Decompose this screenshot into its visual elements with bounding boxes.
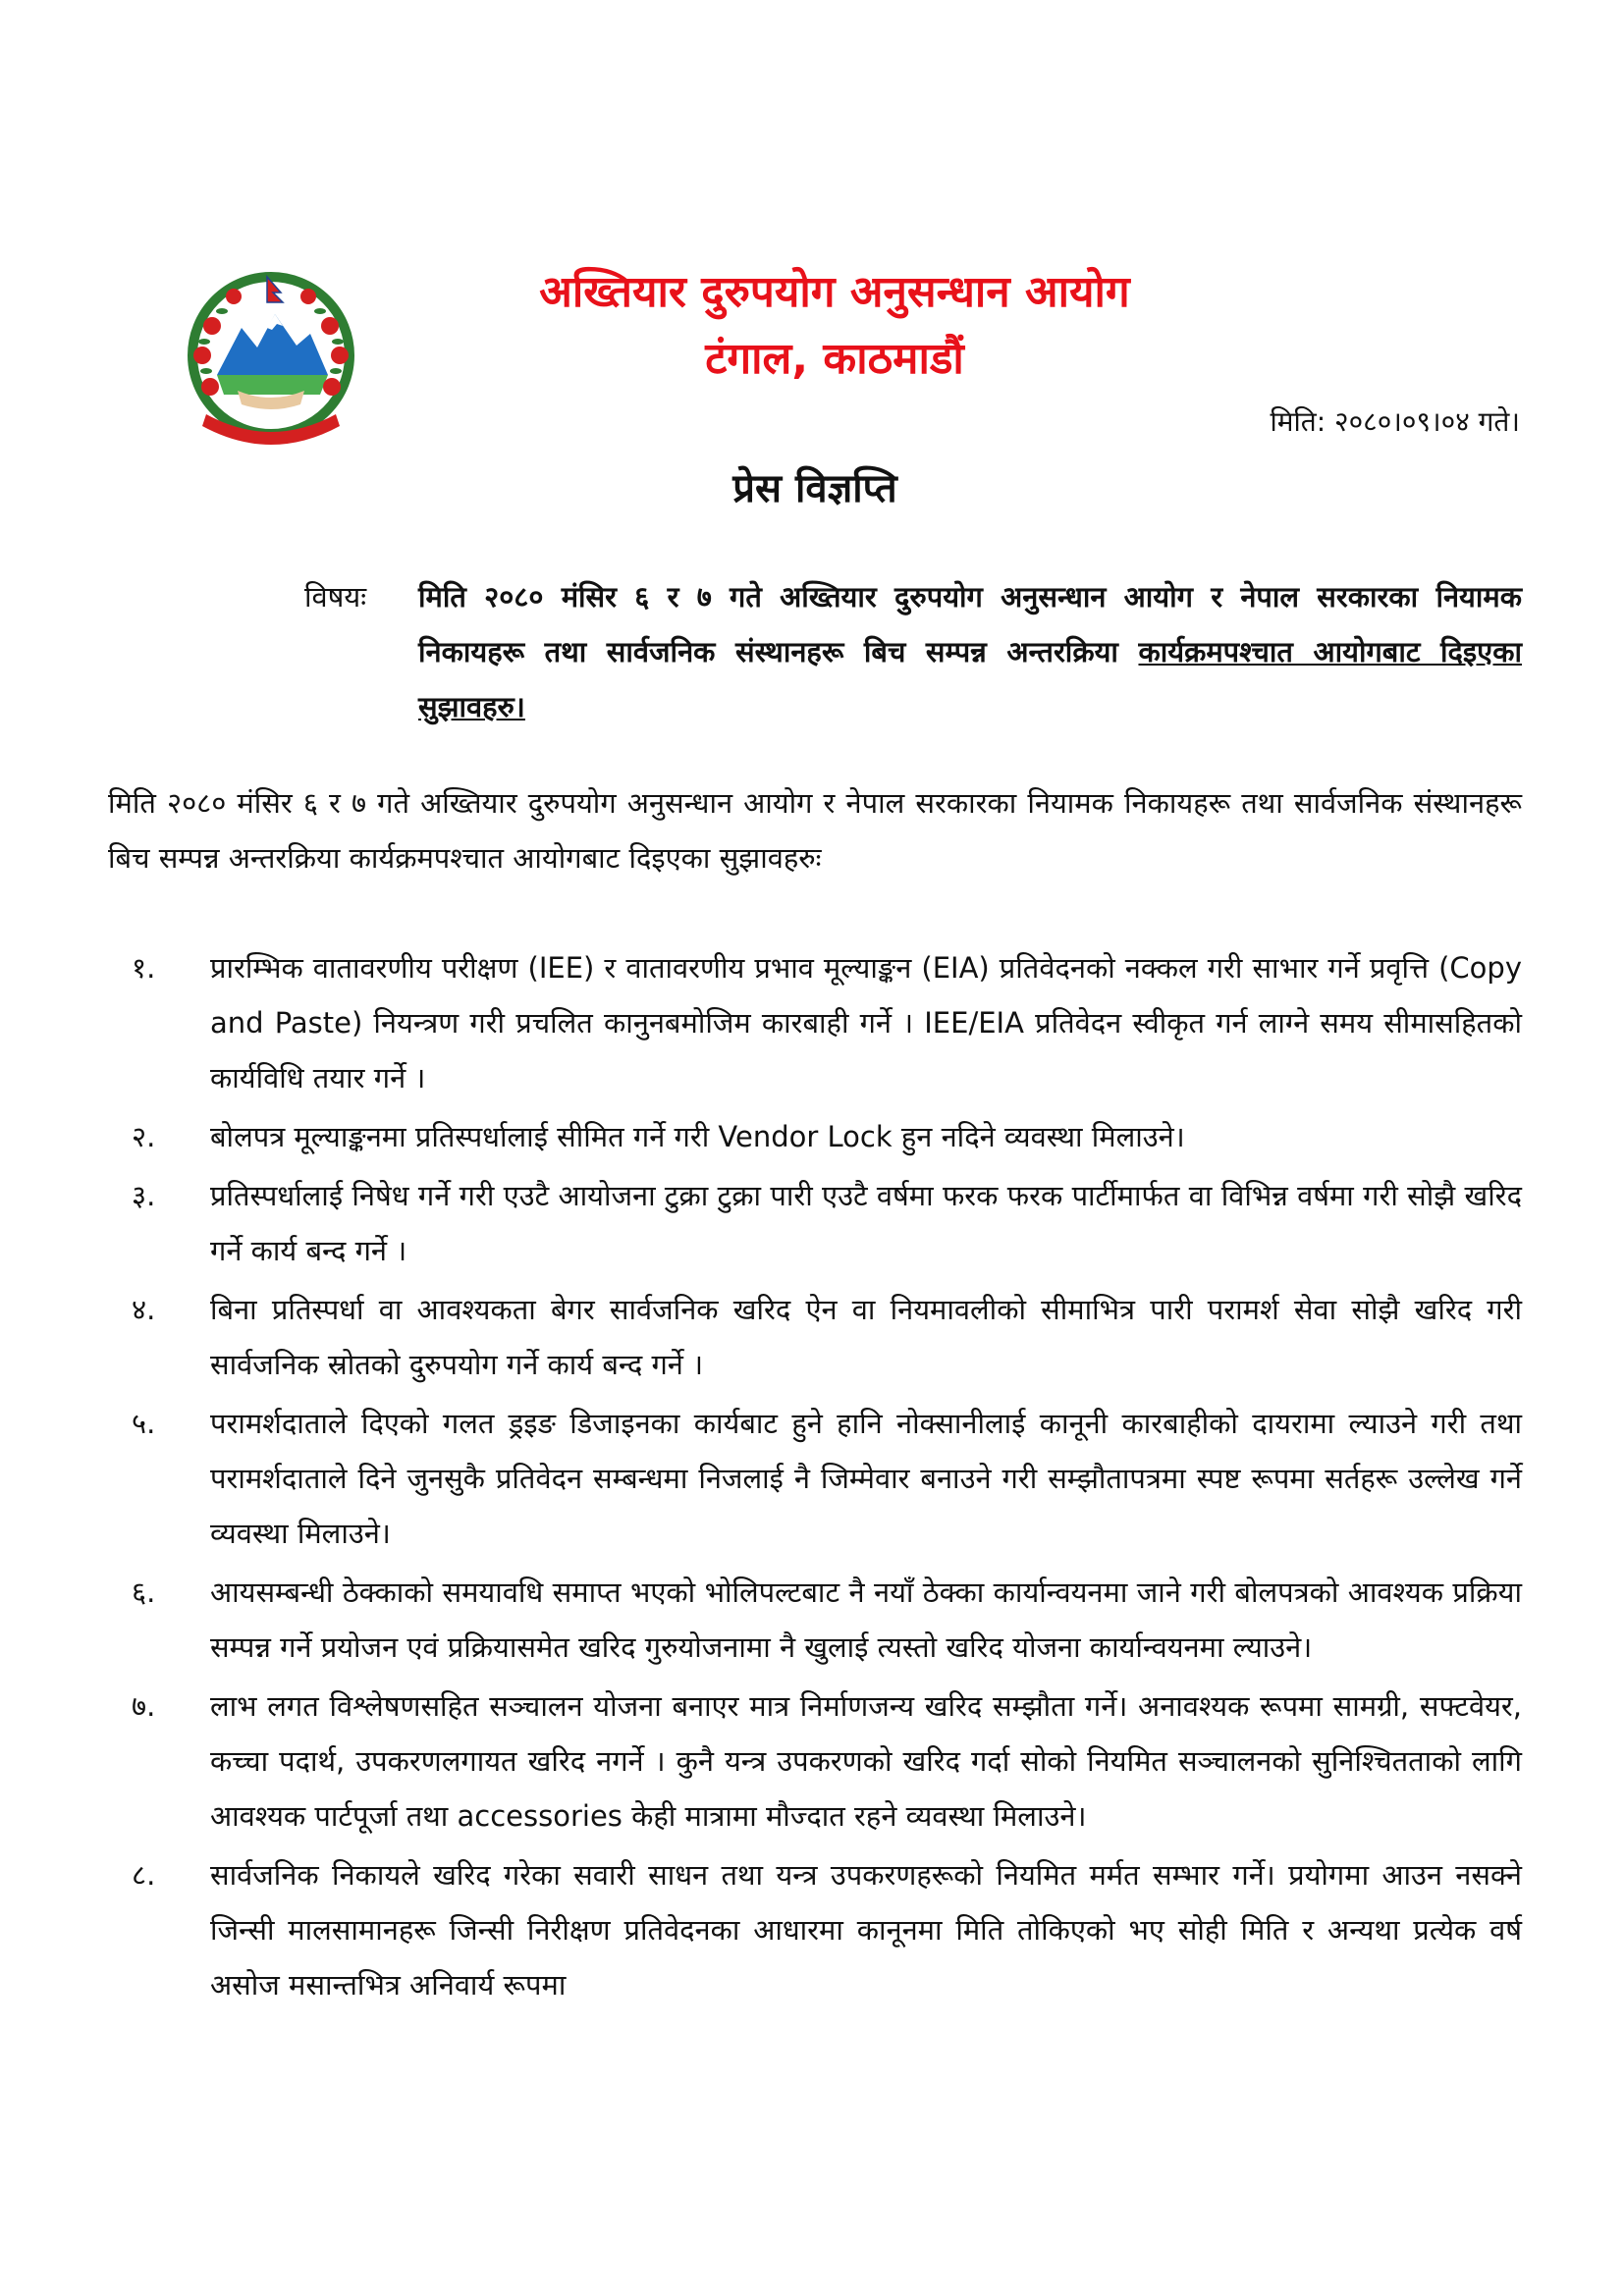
document-title: प्रेस विज्ञप्ति (732, 466, 897, 511)
list-item (108, 940, 1522, 1105)
list-item-number: ५. (132, 1407, 156, 1440)
list-item (108, 1282, 1522, 1392)
list-item-text: आयसम्बन्धी ठेक्काको समयावधि समाप्त भएको भोलिपल्टबाट नै नयाँ ठेक्का कार्यान्वयनमा जाने गरी बोलपत्रको आवश्यक प्रक्रिया सम्पन्न गर्ने प्रयोजन एवं प्रक्रियासमेत खरिद गुरुयोजनामा नै खुलाई त्यस्तो खरिद योजना कार्यान्वयनमा ल्याउने। (210, 1575, 1522, 1664)
list-item-text: बिना प्रतिस्पर्धा वा आवश्यकता बेगर सार्वजनिक खरिद ऐन वा नियमावलीको सीमाभित्र पारी परामर्श सेवा सोझै खरिद गरी सार्वजनिक स्रोतको दुरुपयोग गर्ने कार्य बन्द गर्ने । (210, 1293, 1522, 1381)
subject-label: विषयः (304, 580, 367, 614)
list-item-text: लाभ लगत विश्लेषणसहित सञ्चालन योजना बनाएर मात्र निर्माणजन्य खरिद सम्झौता गर्ने। अनावश्यक रूपमा सामग्री, सफ्टवेयर, कच्चा पदार्थ, उपकरणलगायत खरिद नगर्ने । कुनै यन्त्र उपकरणको खरिद गर्दा सोको नियमित सञ्चालनको सुनिश्चितताको लागि आवश्यक पार्टपूर्जा तथा accessories केही मात्रामा मौज्दात रहने व्यवस्था मिलाउने। (210, 1689, 1522, 1833)
subject-text-underlined: कार्यक्रमपश्चात आयोगबाट दिइएका सुझावहरु। (418, 635, 1522, 723)
list-item-text: प्रतिस्पर्धालाई निषेध गर्ने गरी एउटै आयोजना टुक्रा टुक्रा पारी एउटै वर्षमा फरक फरक पार्टीमार्फत वा विभिन्न वर्षमा गरी सोझै खरिद गर्ने कार्य बन्द गर्ने । (210, 1179, 1522, 1267)
intro-paragraph: मिति २०८० मंसिर ६ र ७ गते अख्तियार दुरुपयोग अनुसन्धान आयोग र नेपाल सरकारका नियामक निकायहरू तथा सार्वजनिक संस्थानहरू बिच सम्पन्न अन्तरक्रिया कार्यक्रमपश्चात आयोगबाट दिइएका सुझावहरुः (108, 786, 1522, 875)
subject-text-main: मिति २०८० मंसिर ६ र ७ गते अख्तियार दुरुपयोग अनुसन्धान आयोग र नेपाल सरकारका नियामक निकायहरू तथा सार्वजनिक संस्थानहरू बिच सम्पन्न अन्तरक्रिया (418, 580, 1522, 668)
document-date: मिति: २०८०।०९।०४ गते। (1270, 405, 1520, 438)
list-item (108, 1847, 1522, 2012)
list-item-text: सार्वजनिक निकायले खरिद गरेका सवारी साधन तथा यन्त्र उपकरणहरूको नियमित मर्मत सम्भार गर्ने। प्रयोगमा आउन नसक्ने जिन्सी मालसामानहरू जिन्सी निरीक्षण प्रतिवेदनका आधारमा कानूनमा मिति तोकिएको भए सोही मिति र अन्यथा प्रत्येक वर्ष असोज मसान्तभित्र अनिवार्य रूपमा (210, 1858, 1522, 2002)
organization-name: अख्तियार दुरुपयोग अनुसन्धान आयोग (539, 267, 1130, 317)
list-item-number: ७. (132, 1689, 156, 1723)
list-item-text: बोलपत्र मूल्याङ्कनमा प्रतिस्पर्धालाई सीमित गर्ने गरी Vendor Lock हुन नदिने व्यवस्था मिलाउने। (210, 1120, 1185, 1153)
nepal-emblem-icon (173, 257, 369, 454)
list-item-number: ८. (132, 1858, 156, 1892)
suggestion-list (108, 940, 1522, 2016)
list-item (108, 1109, 1522, 1164)
list-item-text: प्रारम्भिक वातावरणीय परीक्षण (IEE) र वातावरणीय प्रभाव मूल्याङ्कन (EIA) प्रतिवेदनको नक्कल गरी साभार गर्ने प्रवृत्ति (Copy and Paste) नियन्त्रण गरी प्रचलित कानुनबमोजिम कारबाही गर्ने । IEE/EIA प्रतिवेदन स्वीकृत गर्न लाग्ने समय सीमासहितको कार्यविधि तयार गर्ने । (210, 951, 1522, 1095)
list-item (108, 1396, 1522, 1561)
list-item (108, 1679, 1522, 1843)
list-item (108, 1168, 1522, 1278)
list-item-number: ३. (132, 1179, 156, 1212)
list-item-number: १. (132, 951, 156, 985)
list-item-number: ४. (132, 1293, 156, 1326)
list-item (108, 1565, 1522, 1675)
subject-text (418, 569, 1522, 734)
list-item-number: २. (132, 1120, 156, 1153)
list-item-number: ६. (132, 1575, 156, 1609)
organization-address: टंगाल, काठमाडौं (705, 334, 964, 384)
list-item-text: परामर्शदाताले दिएको गलत ड्रइङ डिजाइनका कार्यबाट हुने हानि नोक्सानीलाई कानूनी कारबाहीको दायरामा ल्याउने गरी तथा परामर्शदाताले दिने जुनसुकै प्रतिवेदन सम्बन्धमा निजलाई नै जिम्मेवार बनाउने गरी सम्झौतापत्रमा स्पष्ट रूपमा सर्तहरू उल्लेख गर्ने व्यवस्था मिलाउने। (210, 1407, 1522, 1550)
